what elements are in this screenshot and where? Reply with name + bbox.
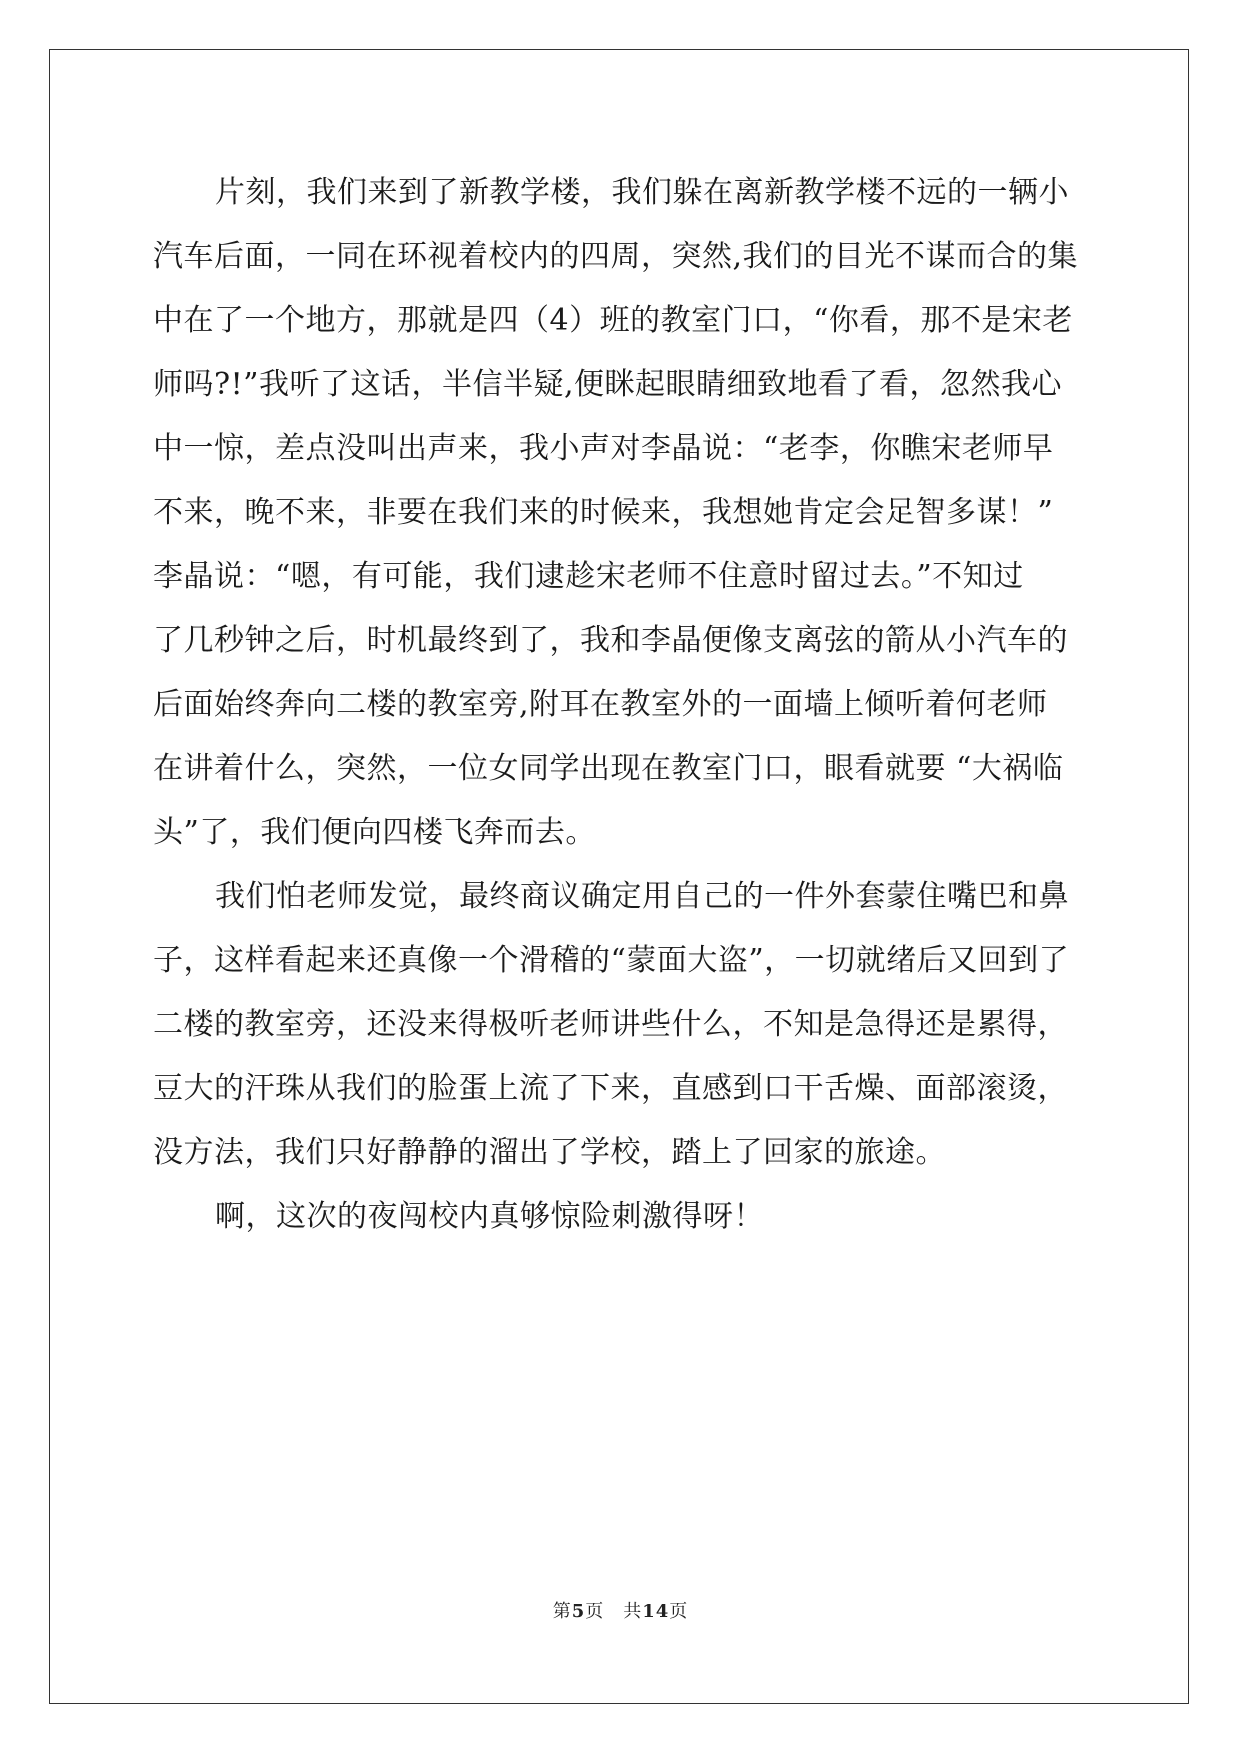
text-line: 了几秒钟之后，时机最终到了，我和李晶便像支离弦的箭从小汽车的 — [153, 623, 1068, 658]
text-line: 子，这样看起来还真像一个滑稽的“蒙面大盗”，一切就绪后又回到了 — [153, 943, 1070, 978]
text-line: 不来，晚不来，非要在我们来的时候来，我想她肯定会足智多谋！” — [153, 495, 1054, 530]
current-page-number: 5 — [571, 1601, 586, 1622]
page-number-footer — [0, 1597, 1241, 1623]
text-line: 汽车后面，一同在环视着校内的四周，突然,我们的目光不谋而合的集 — [153, 239, 1079, 274]
text-line: 中一惊，差点没叫出声来，我小声对李晶说：“老李，你瞧宋老师早 — [153, 431, 1054, 466]
total-page-number: 14 — [642, 1601, 670, 1622]
page-suffix: 页 — [669, 1601, 689, 1622]
text-line: 李晶说：“嗯，有可能，我们逮趁宋老师不住意时留过去。”不知过 — [153, 559, 1024, 594]
text-line: 片刻，我们来到了新教学楼，我们躲在离新教学楼不远的一辆小 — [215, 175, 1069, 210]
page-prefix: 第 — [552, 1601, 572, 1622]
page-mid: 页 共 — [585, 1601, 643, 1622]
text-line: 后面始终奔向二楼的教室旁,附耳在教室外的一面墙上倾听着何老师 — [153, 687, 1048, 722]
text-line: 豆大的汗珠从我们的脸蛋上流了下来，直感到口干舌燥、面部滚烫， — [153, 1071, 1068, 1106]
paragraph-3 — [153, 1185, 1088, 1249]
text-line: 二楼的教室旁，还没来得极听老师讲些什么，不知是急得还是累得， — [153, 1007, 1068, 1042]
text-line: 头”了，我们便向四楼飞奔而去。 — [153, 815, 596, 850]
text-line: 我们怕老师发觉，最终商议确定用自己的一件外套蒙住嘴巴和鼻 — [215, 879, 1069, 914]
text-line: 在讲着什么，突然，一位女同学出现在教室门口，眼看就要 “大祸临 — [153, 751, 1064, 786]
text-line: 没方法，我们只好静静的溜出了学校，踏上了回家的旅途。 — [153, 1135, 946, 1170]
text-line: 师吗?!”我听了这话，半信半疑,便眯起眼睛细致地看了看，忽然我心 — [153, 367, 1063, 402]
text-line: 啊，这次的夜闯校内真够惊险刺激得呀！ — [215, 1199, 764, 1234]
paragraph-1 — [153, 161, 1088, 865]
text-line: 中在了一个地方，那就是四（4）班的教室门口，“你看，那不是宋老 — [153, 303, 1073, 338]
document-body — [153, 161, 1088, 1249]
paragraph-2 — [153, 865, 1088, 1185]
